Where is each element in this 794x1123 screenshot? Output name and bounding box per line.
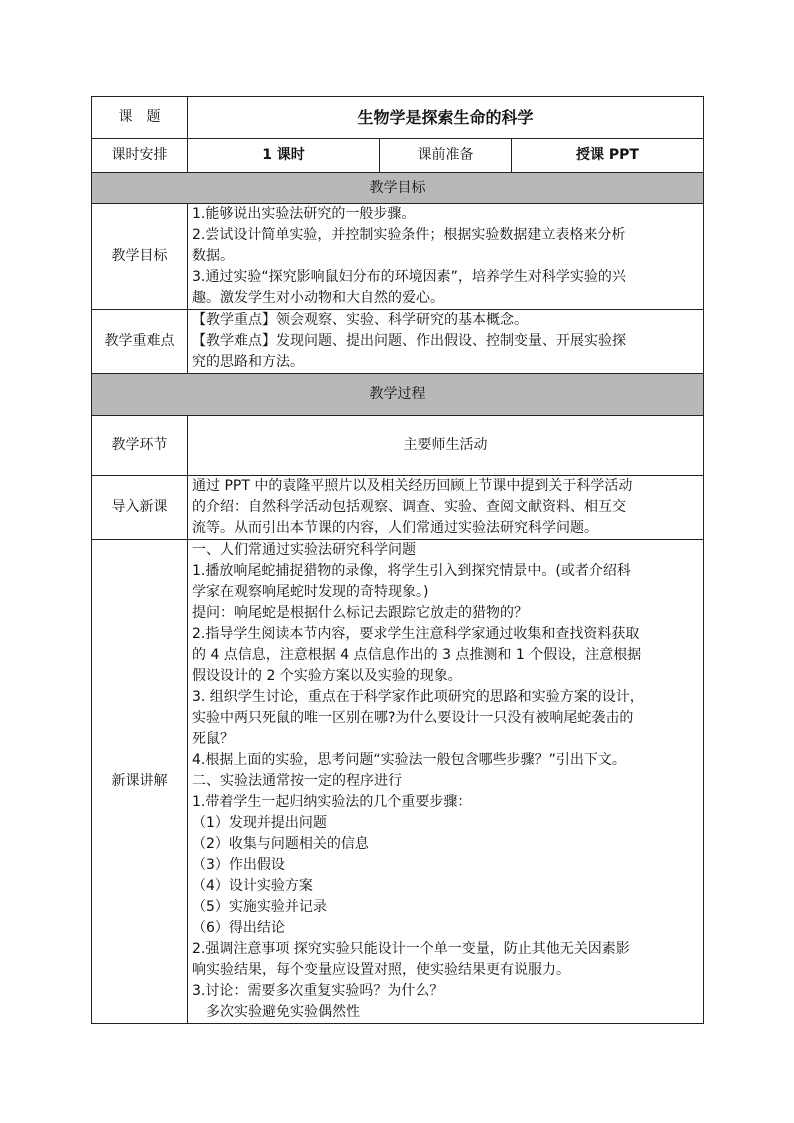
process-section-title: 教学过程 [92,374,704,416]
lesson-line: 学家在观察响尾蛇时发现的奇特现象。) [192,584,429,600]
keypoint-line: 究的思路和方法。 [192,354,304,370]
topic-label: 课 题 [92,97,188,139]
lesson-plan-table [91,96,704,1024]
lesson-line: 3. 组织学生讨论，重点在于科学家作此项研究的思路和实验方案的设计， [192,689,644,705]
new-lesson-row [92,540,704,1024]
goals-content [188,204,704,310]
lesson-step: （4）设计实验方案 [192,878,313,894]
col-link-header: 教学环节 [92,416,188,476]
lesson-line: 死鼠？ [192,731,234,747]
lesson-line: 1.播放响尾蛇捕捉猎物的录像，将学生引入到探究情景中。(或者介绍科 [192,563,631,579]
goals-row [92,204,704,310]
intro-label: 导入新课 [92,476,188,540]
goals-section-row [92,173,704,204]
goals-section-title: 教学目标 [92,173,704,204]
keypoints-label: 教学重难点 [92,310,188,374]
lesson-line: 二、实验法通常按一定的程序进行 [192,773,402,789]
lesson-line: 的 4 点信息，注意根据 4 点信息作出的 3 点推测和 1 个假设，注意根据 [192,647,642,663]
lesson-line: 多次实验避免实验偶然性 [206,1004,360,1020]
process-section-row [92,374,704,416]
intro-row [92,476,704,540]
keypoint-line: 【教学重点】领会观察、实验、科学研究的基本概念。 [192,312,528,328]
col-activity-header: 主要师生活动 [188,416,704,476]
topic-row [92,97,704,139]
lesson-step: （2）收集与问题相关的信息 [192,836,369,852]
process-header-row [92,416,704,476]
lesson-line: 1.带着学生一起归纳实验法的几个重要步骤： [192,794,472,810]
goal-line: 1.能够说出实验法研究的一般步骤。 [192,206,416,222]
lesson-line: 假设设计的 2 个实验方案以及实验的现象。 [192,668,462,684]
hours-row [92,139,704,173]
lesson-line: 响实验结果，每个变量应设置对照，使实验结果更有说服力。 [192,962,570,978]
lesson-step: （5）实施实验并记录 [192,899,327,915]
lesson-line: 实验中两只死鼠的唯一区别在哪?为什么要设计一只没有被响尾蛇袭击的 [192,710,634,726]
intro-line: 的介绍：自然科学活动包括观察、调查、实验、查阅文献资料、相互交 [192,499,626,515]
new-lesson-content [188,540,704,1024]
topic-value: 生物学是探索生命的科学 [188,97,704,139]
goal-line: 3.通过实验“探究影响鼠妇分布的环境因素”，培养学生对科学实验的兴 [192,269,626,285]
lesson-line: 提问：响尾蛇是根据什么标记去跟踪它放走的猎物的？ [192,605,528,621]
new-lesson-label: 新课讲解 [92,540,188,1024]
intro-line: 流等。从而引出本节课的内容，人们常通过实验法研究科学问题。 [192,520,598,536]
lesson-line: 2.强调注意事项 探究实验只能设计一个单一变量，防止其他无关因素影 [192,941,630,957]
lesson-line: 4.根据上面的实验，思考问题“实验法一般包含哪些步骤？”引出下文。 [192,752,626,768]
lesson-step: （1）发现并提出问题 [192,815,327,831]
prep-label: 课前准备 [380,139,512,173]
lesson-line: 一、人们常通过实验法研究科学问题 [192,542,416,558]
keypoint-line: 【教学难点】发现问题、提出问题、作出假设、控制变量、开展实验探 [192,333,626,349]
intro-content [188,476,704,540]
keypoints-content [188,310,704,374]
hours-value: 1 课时 [188,139,380,173]
goal-line: 数据。 [192,248,234,264]
prep-value: 授课 PPT [512,139,704,173]
lesson-step: （3）作出假设 [192,857,285,873]
lesson-line: 2.指导学生阅读本节内容，要求学生注意科学家通过收集和查找资料获取 [192,626,640,642]
hours-label: 课时安排 [92,139,188,173]
keypoints-row [92,310,704,374]
lesson-step: （6）得出结论 [192,920,285,936]
goal-line: 趣。激发学生对小动物和大自然的爱心。 [192,290,444,306]
goals-label: 教学目标 [92,204,188,310]
intro-line: 通过 PPT 中的袁隆平照片以及相关经历回顾上节课中提到关于科学活动 [192,478,633,494]
goal-line: 2.尝试设计简单实验，并控制实验条件；根据实验数据建立表格来分析 [192,227,626,243]
lesson-line: 3.讨论：需要多次重复实验吗？为什么？ [192,983,444,999]
